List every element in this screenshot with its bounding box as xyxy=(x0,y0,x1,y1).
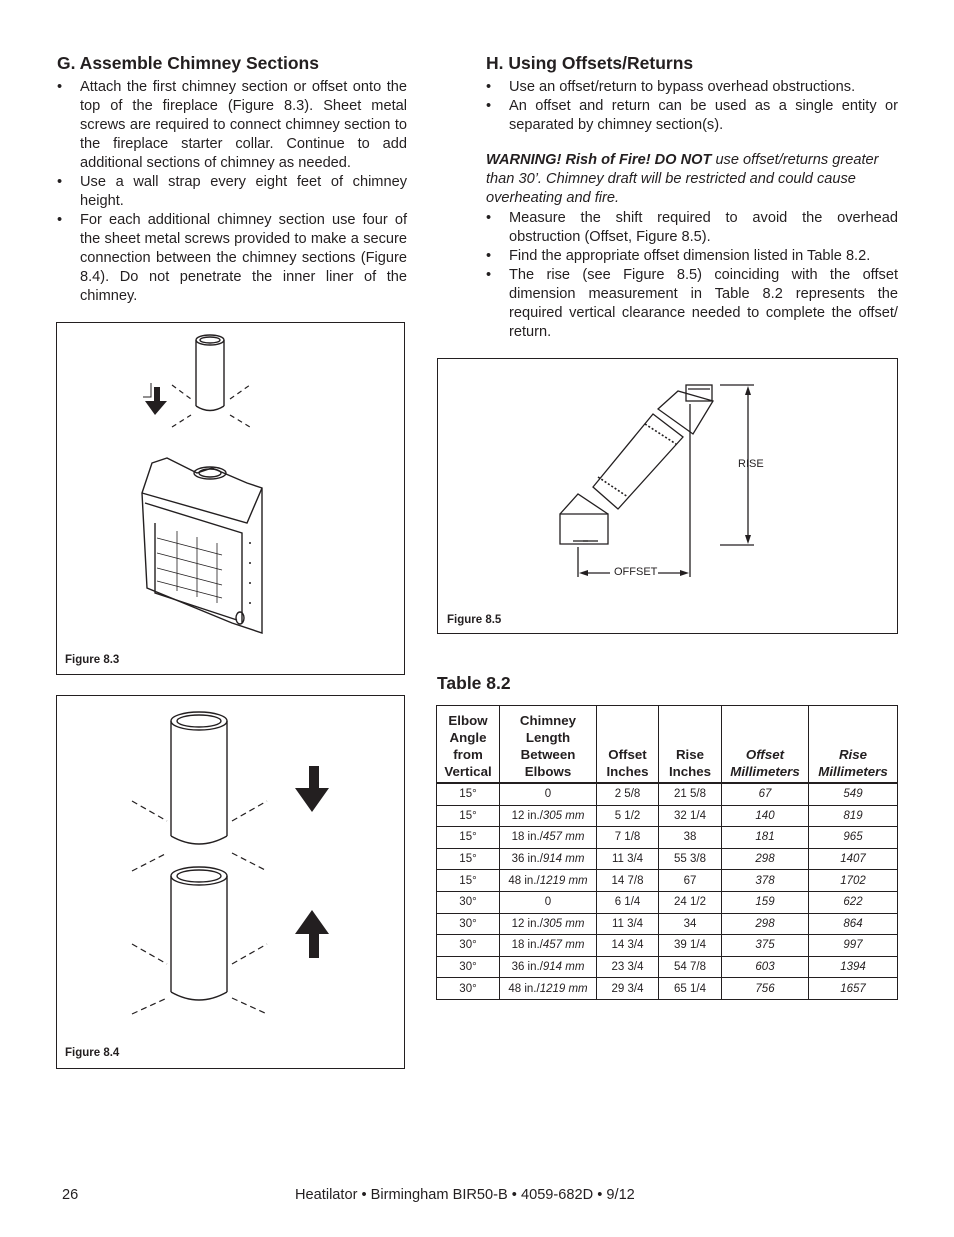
col-header-chimney-length: Chimney Length Between Elbows xyxy=(500,706,597,784)
cell-offset-mm: 67 xyxy=(722,783,809,805)
cell-offset-inches: 5 1/2 xyxy=(597,805,659,827)
cell-offset-inches: 11 3/4 xyxy=(597,848,659,870)
cell-rise-mm: 965 xyxy=(809,827,898,849)
cell-offset-mm: 298 xyxy=(722,913,809,935)
length-millimeters: 457 mm xyxy=(542,939,585,952)
cell-offset-mm: 298 xyxy=(722,848,809,870)
offset-label: OFFSET xyxy=(614,566,658,578)
cell-chimney-length xyxy=(500,935,597,957)
cell-elbow-angle: 15° xyxy=(437,870,500,892)
section-h-list-bottom xyxy=(486,209,898,342)
length-millimeters: 1219 mm xyxy=(539,874,588,887)
cell-rise-inches: 24 1/2 xyxy=(659,891,722,913)
length-inches: 0 xyxy=(544,896,552,909)
col-header-offset-inches: Offset Inches xyxy=(597,706,659,784)
page-number: 26 xyxy=(62,1187,79,1203)
section-h-list-top xyxy=(486,78,898,135)
length-inches: 18 in./ xyxy=(511,831,543,844)
cell-rise-inches: 67 xyxy=(659,870,722,892)
table-row xyxy=(437,805,898,827)
list-item: • Measure the shift required to avoid the overhead obstruction (Offset, Figure 8.5). xyxy=(486,210,898,245)
list-item: • Attach the first chimney section or offset onto the top of the fireplace (Figure 8.3). Sheet metal screws are required to connect chimney section to the fireplace starter collar. Continue to add additional sections of chimney as needed. xyxy=(57,79,407,171)
list-item: • An offset and return can be used as a single entity or separated by chimney section(s). xyxy=(486,98,898,133)
table-row xyxy=(437,848,898,870)
cell-offset-inches: 7 1/8 xyxy=(597,827,659,849)
cell-elbow-angle: 15° xyxy=(437,783,500,805)
cell-rise-inches: 65 1/4 xyxy=(659,978,722,1000)
section-h-title: H. Using Offsets/Returns xyxy=(486,53,694,73)
cell-elbow-angle: 30° xyxy=(437,891,500,913)
figure-8-3 xyxy=(56,322,405,675)
cell-rise-mm: 1407 xyxy=(809,848,898,870)
cell-rise-inches: 32 1/4 xyxy=(659,805,722,827)
chimney-joint-illustration xyxy=(57,696,404,1068)
cell-rise-mm: 1702 xyxy=(809,870,898,892)
table-row xyxy=(437,870,898,892)
cell-rise-mm: 549 xyxy=(809,783,898,805)
cell-rise-mm: 1657 xyxy=(809,978,898,1000)
cell-offset-inches: 11 3/4 xyxy=(597,913,659,935)
cell-offset-mm: 181 xyxy=(722,827,809,849)
list-item: • For each additional chimney section use four of the sheet metal screws provided to make a secure connection between the chimney sections (Figure 8.4). Do not penetrate the inner liner of the chimney. xyxy=(57,212,407,304)
length-millimeters: 1219 mm xyxy=(539,982,588,995)
cell-offset-inches: 14 3/4 xyxy=(597,935,659,957)
cell-elbow-angle: 15° xyxy=(437,805,500,827)
cell-rise-mm: 1394 xyxy=(809,956,898,978)
cell-elbow-angle: 30° xyxy=(437,935,500,957)
cell-rise-inches: 54 7/8 xyxy=(659,956,722,978)
cell-offset-inches: 23 3/4 xyxy=(597,956,659,978)
cell-rise-mm: 997 xyxy=(809,935,898,957)
list-item: • Use an offset/return to bypass overhead obstructions. xyxy=(486,79,856,95)
cell-offset-inches: 6 1/4 xyxy=(597,891,659,913)
section-g-title: G. Assemble Chimney Sections xyxy=(57,53,319,73)
section-g-list xyxy=(57,78,407,306)
cell-rise-inches: 55 3/8 xyxy=(659,848,722,870)
col-header-elbow-angle: Elbow Angle from Vertical xyxy=(437,706,500,784)
length-inches: 48 in./ xyxy=(508,982,540,995)
footer-text: Heatilator • Birmingham BIR50-B • 4059-682D • 9/12 xyxy=(295,1187,635,1203)
table-row xyxy=(437,978,898,1000)
cell-rise-inches: 38 xyxy=(659,827,722,849)
length-millimeters: 457 mm xyxy=(542,831,585,844)
cell-chimney-length xyxy=(500,870,597,892)
figure-caption: Figure 8.5 xyxy=(447,614,502,626)
cell-rise-inches: 21 5/8 xyxy=(659,783,722,805)
cell-chimney-length xyxy=(500,978,597,1000)
cell-elbow-angle: 15° xyxy=(437,848,500,870)
length-inches: 0 xyxy=(544,788,552,801)
fire-warning: WARNING! Rish of Fire! DO NOT use offset/returns greater than 30’. Chimney draft will be restricted and could cause overheating and fire. xyxy=(486,152,879,206)
cell-rise-inches: 39 1/4 xyxy=(659,935,722,957)
cell-chimney-length xyxy=(500,848,597,870)
offset-dimension-table xyxy=(436,705,898,1000)
cell-chimney-length xyxy=(500,956,597,978)
cell-chimney-length xyxy=(500,783,597,805)
table-row xyxy=(437,913,898,935)
cell-elbow-angle: 30° xyxy=(437,913,500,935)
cell-rise-inches: 34 xyxy=(659,913,722,935)
cell-chimney-length xyxy=(500,805,597,827)
list-item: • The rise (see Figure 8.5) coinciding with the offset dimension measurement in Table 8.2 represents the required vertical clearance needed to complete the offset/ return. xyxy=(486,267,898,340)
figure-8-5 xyxy=(437,358,898,634)
col-header-rise-inches: Rise Inches xyxy=(659,706,722,784)
cell-offset-mm: 140 xyxy=(722,805,809,827)
length-inches: 48 in./ xyxy=(508,874,540,887)
cell-offset-mm: 375 xyxy=(722,935,809,957)
length-millimeters: 305 mm xyxy=(542,809,585,822)
table-row xyxy=(437,783,898,805)
cell-chimney-length xyxy=(500,913,597,935)
fireplace-illustration xyxy=(57,323,404,674)
cell-rise-mm: 622 xyxy=(809,891,898,913)
cell-elbow-angle: 30° xyxy=(437,956,500,978)
table-row xyxy=(437,827,898,849)
col-header-rise-mm: Rise Millimeters xyxy=(809,706,898,784)
figure-8-4 xyxy=(56,695,405,1069)
figure-caption: Figure 8.3 xyxy=(65,654,120,666)
cell-offset-mm: 603 xyxy=(722,956,809,978)
length-inches: 36 in./ xyxy=(511,853,543,866)
cell-offset-inches: 14 7/8 xyxy=(597,870,659,892)
offset-return-illustration xyxy=(438,359,897,633)
cell-offset-mm: 756 xyxy=(722,978,809,1000)
rise-label: RISE xyxy=(738,458,764,470)
table-row xyxy=(437,956,898,978)
cell-chimney-length xyxy=(500,827,597,849)
list-item: • Find the appropriate offset dimension listed in Table 8.2. xyxy=(486,248,871,264)
table-row xyxy=(437,891,898,913)
figure-caption: Figure 8.4 xyxy=(65,1047,120,1059)
cell-elbow-angle: 15° xyxy=(437,827,500,849)
length-inches: 36 in./ xyxy=(511,961,543,974)
length-millimeters: 305 mm xyxy=(542,917,585,930)
cell-offset-mm: 378 xyxy=(722,870,809,892)
length-inches: 18 in./ xyxy=(511,939,543,952)
table-row xyxy=(437,935,898,957)
length-millimeters: 914 mm xyxy=(542,853,585,866)
length-inches: 12 in./ xyxy=(511,917,543,930)
cell-rise-mm: 819 xyxy=(809,805,898,827)
table-header-row xyxy=(437,706,898,784)
table-title: Table 8.2 xyxy=(437,673,511,693)
cell-offset-inches: 2 5/8 xyxy=(597,783,659,805)
length-millimeters: 914 mm xyxy=(542,961,585,974)
list-item: • Use a wall strap every eight feet of chimney height. xyxy=(57,174,407,209)
length-inches: 12 in./ xyxy=(511,809,543,822)
cell-chimney-length xyxy=(500,891,597,913)
cell-offset-mm: 159 xyxy=(722,891,809,913)
cell-elbow-angle: 30° xyxy=(437,978,500,1000)
col-header-offset-mm: Offset Millimeters xyxy=(722,706,809,784)
cell-offset-inches: 29 3/4 xyxy=(597,978,659,1000)
cell-rise-mm: 864 xyxy=(809,913,898,935)
